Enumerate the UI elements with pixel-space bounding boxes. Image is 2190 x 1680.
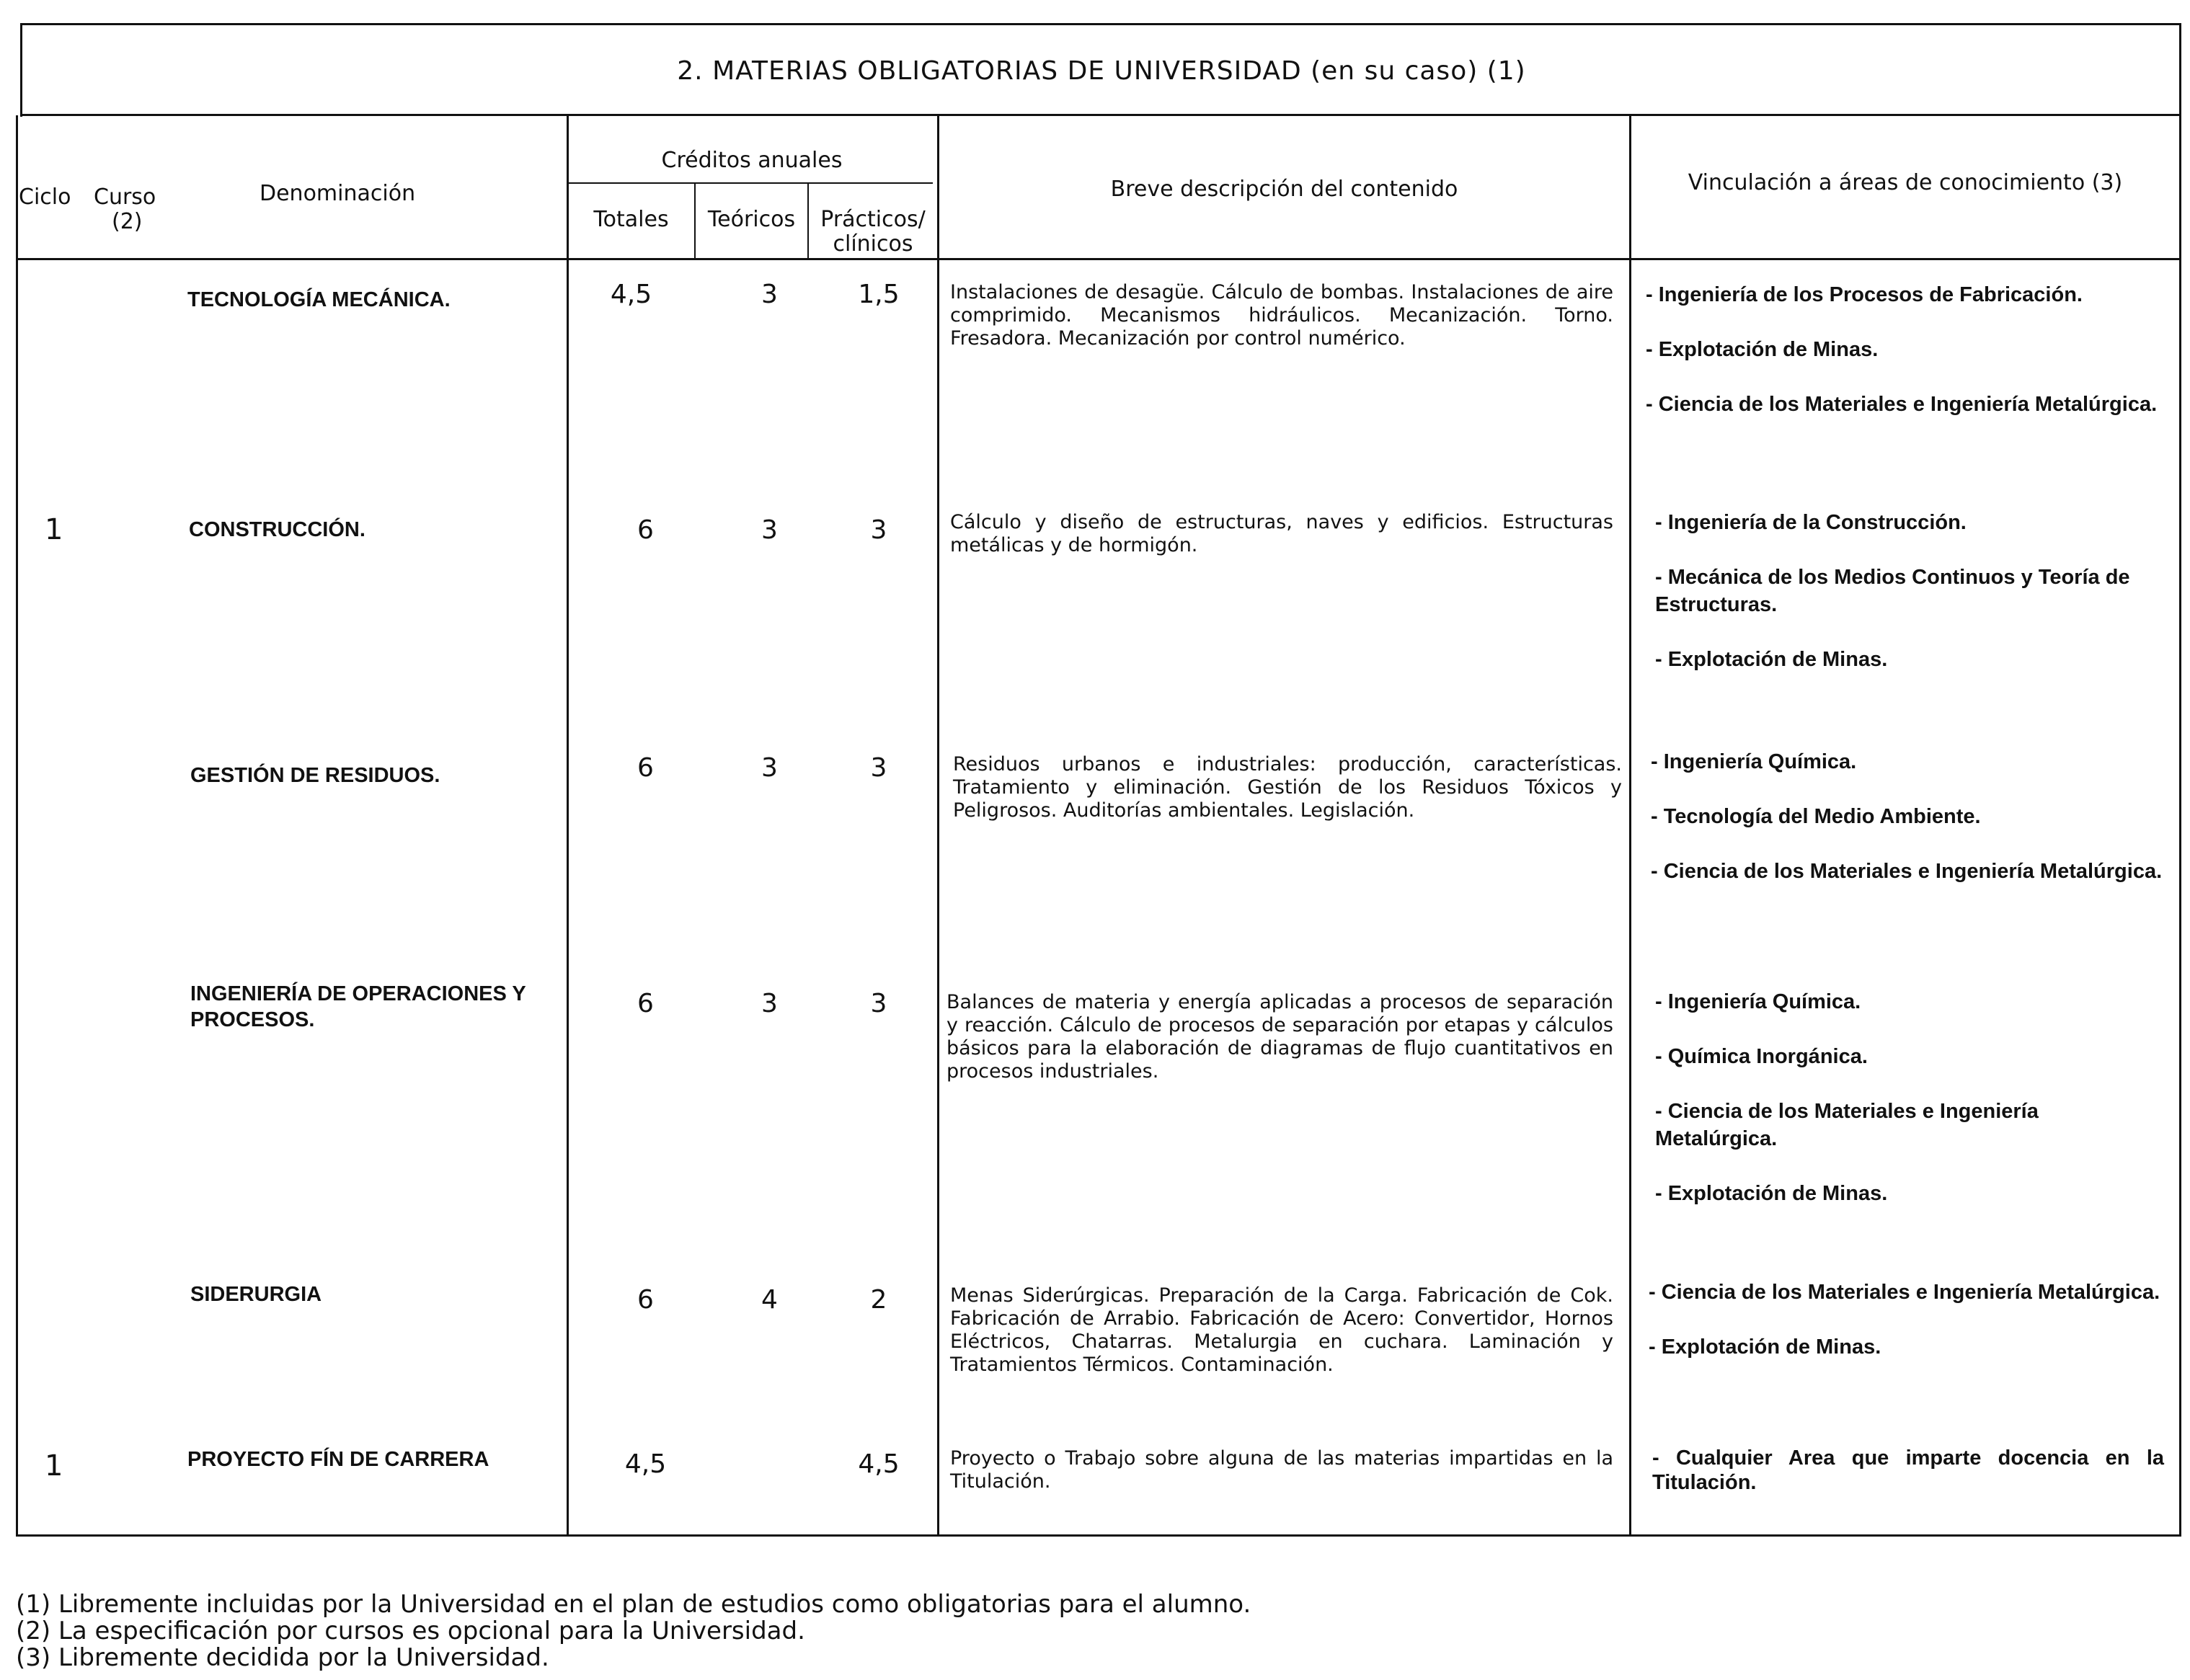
credits-practicos: 3 (870, 515, 887, 545)
header-totales: Totales (593, 207, 669, 232)
credits-totales: 6 (637, 1285, 654, 1315)
header-ciclo: Ciclo (19, 185, 71, 210)
credits-teoricos: 3 (761, 280, 778, 309)
subject-name: GESTIÓN DE RESIDUOS. (190, 764, 440, 787)
credits-totales: 6 (637, 989, 654, 1018)
header-clinicos: clínicos (833, 231, 913, 257)
header-descripcion: Breve descripción del contenido (1110, 177, 1458, 202)
col-divider-descripcion (1629, 115, 1631, 1537)
header-practicos: Prácticos/ (820, 207, 926, 232)
area-item: - Ciencia de los Materiales e Ingeniería Metalúrgica. (1651, 860, 2163, 883)
area-item: - Explotación de Minas. (1649, 1335, 1881, 1359)
credits-totales: 6 (637, 753, 654, 783)
header-curso-note: (2) (112, 209, 143, 234)
area-item: - Tecnología del Medio Ambiente. (1651, 805, 1981, 828)
header-denominacion: Denominación (260, 181, 416, 206)
table-right-border (2179, 23, 2181, 1537)
ciclo-value: 1 (45, 513, 63, 546)
areas-list (1649, 1279, 2164, 1388)
area-item: - Ingeniería de la Construcción. (1655, 511, 1967, 534)
area-item: - Ciencia de los Materiales e Ingeniería Metalúrgica. (1649, 1281, 2160, 1304)
ciclo-value: 1 (45, 1449, 63, 1483)
subject-description: Menas Siderúrgicas. Preparación de la Carga. Fabricación de Cok. Fabricación de Arrabio. Fabricación de Acero: Convertidor, Hornos Eléctricos, Chatarras. Metalurgia en cuchara. Laminación y Tratamientos Térmicos. Contaminación. (950, 1284, 1613, 1376)
areas-list (1655, 988, 2164, 1235)
areas-list (1652, 1446, 2164, 1522)
col-divider-creditos (937, 115, 939, 1537)
subject-name: PROYECTO FÍN DE CARRERA (187, 1448, 489, 1471)
subject-description: Cálculo y diseño de estructuras, naves y edificios. Estructuras metálicas y de hormigón. (950, 511, 1613, 556)
subject-name: SIDERURGIA (190, 1283, 322, 1306)
credits-totales: 6 (637, 515, 654, 545)
areas-list (1646, 281, 2159, 445)
subject-description: Balances de materia y energía aplicadas a procesos de separación y reacción. Cálculo de procesos de separación por etapas y cálculos básicos para la elaboración de diagramas de flujo cuantitativos en procesos industriales. (947, 991, 1613, 1083)
credits-totales: 4,5 (610, 280, 652, 309)
subject-description: Instalaciones de desagüe. Cálculo de bombas. Instalaciones de aire comprimido. Mecanismos hidráulicos. Mecanización. Torno. Fresadora. Mecanización por control numérico. (950, 281, 1613, 350)
table-left-border-lower (16, 115, 18, 1537)
header-creditos: Créditos anuales (661, 148, 843, 173)
area-item: - Explotación de Minas. (1655, 648, 1888, 671)
subject-name: TECNOLOGÍA MECÁNICA. (187, 288, 451, 311)
credits-teoricos: 3 (761, 515, 778, 545)
areas-list (1655, 509, 2167, 701)
footnote: (3) Libremente decidida por la Universidad. (16, 1643, 549, 1672)
credits-practicos: 4,5 (858, 1449, 900, 1479)
creditos-subheader-line (567, 182, 933, 184)
area-item: - Ciencia de los Materiales e Ingeniería Metalúrgica. (1655, 1100, 2039, 1150)
area-item: - Cualquier Area que imparte docencia en la Titulación. (1652, 1446, 2164, 1494)
footnote: (2) La especificación por cursos es opcional para la Universidad. (16, 1617, 805, 1645)
area-item: - Química Inorgánica. (1655, 1045, 1868, 1068)
table-top-border (20, 23, 2181, 25)
table-bottom-border (16, 1534, 2181, 1537)
area-item: - Ingeniería Química. (1651, 750, 1857, 773)
subject-name: CONSTRUCCIÓN. (189, 518, 365, 541)
area-item: - Mecánica de los Medios Continuos y Teoría de Estructuras. (1655, 566, 2130, 616)
area-item: - Ingeniería Química. (1655, 990, 1861, 1013)
credits-practicos: 1,5 (858, 280, 900, 309)
areas-list (1651, 748, 2163, 912)
credits-practicos: 3 (870, 989, 887, 1018)
credits-practicos: 2 (870, 1285, 887, 1315)
subject-description: Residuos urbanos e industriales: producción, características. Tratamiento y eliminación. Gestión de los Residuos Tóxicos y Peligrosos. Auditorías ambientales. Legislación. (953, 753, 1622, 822)
credits-teoricos: 4 (761, 1285, 778, 1315)
page-title: 2. MATERIAS OBLIGATORIAS DE UNIVERSIDAD (en su caso) (1) (677, 56, 1526, 86)
area-item: - Ingeniería de los Procesos de Fabricación. (1646, 283, 2083, 306)
credits-teoricos: 3 (761, 989, 778, 1018)
footnote: (1) Libremente incluidas por la Universidad en el plan de estudios como obligatorias para el alumno. (16, 1590, 1251, 1619)
col-divider-denominacion (567, 115, 569, 1537)
subject-description: Proyecto o Trabajo sobre alguna de las materias impartidas en la Titulación. (950, 1447, 1613, 1493)
header-curso: Curso (94, 185, 156, 210)
area-item: - Explotación de Minas. (1655, 1182, 1888, 1205)
credits-practicos: 3 (870, 753, 887, 783)
credits-teoricos: 3 (761, 753, 778, 783)
area-item: - Explotación de Minas. (1646, 338, 1879, 361)
title-bottom-border (20, 114, 2181, 116)
area-item: - Ciencia de los Materiales e Ingeniería Metalúrgica. (1646, 393, 2158, 416)
header-vinculacion: Vinculación a áreas de conocimiento (3) (1688, 170, 2123, 195)
header-teoricos: Teóricos (707, 207, 796, 232)
credits-totales: 4,5 (624, 1449, 667, 1479)
subject-name: INGENIERÍA DE OPERACIONES Y PROCESOS. (190, 982, 526, 1031)
header-bottom-border (16, 258, 2181, 260)
